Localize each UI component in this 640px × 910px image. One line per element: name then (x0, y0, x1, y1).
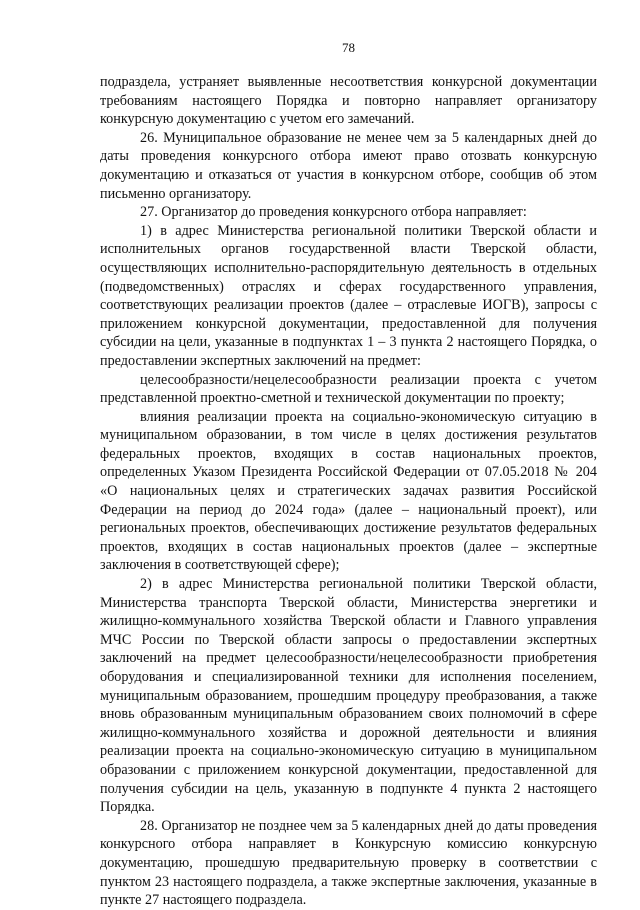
page-number: 78 (342, 40, 355, 55)
document-page (100, 40, 597, 910)
paragraph-item-27: 27. Организатор до проведения конкурсного отбора направляет: (140, 204, 527, 221)
paragraph-item-28: 28. Организатор не позднее чем за 5 календарных дней до даты проведения конкурсного отбора направляет в Конкурсную комиссию конкурсную документацию, прошедшую предварительную проверку в соответствии с пунктом 23 настоящего подраздела, а также экспертные заключения, указанные в пункте 27 настоящего подраздела. (100, 817, 597, 909)
paragraph: подраздела, устраняет выявленные несоответствия конкурсной документации требованиям настоящего Порядка и повторно направляет организатору конкурсную документацию с учетом его замечаний. (100, 74, 597, 128)
paragraph: целесообразности/нецелесообразности реализации проекта с учетом представленной проектно-сметной и технической документации по проекту; (100, 371, 597, 407)
body-text (100, 73, 597, 910)
paragraph-subitem-2: 2) в адрес Министерства региональной политики Тверской области, Министерства транспорта Тверской области, Министерства энергетики и жилищно-коммунального хозяйства Тверской области и Главного управления МЧС России по Тверской области запросы о предоставлении экспертных заключений на предмет целесообразности/нецелесообразности приобретения оборудования и специализированной техники для исполнения поселением, муниципальным образованием, прошедшим процедуру преобразования, а также вновь образованным муниципальным образованием своих полномочий в сфере жилищно-коммунального хозяйства и дорожной деятельности и влияния реализации проекта на социально-экономическую ситуацию в муниципальном образовании с приложением конкурсной документации, предоставленной для получения субсидии на цель, указанную в подпункте 4 пункта 2 настоящего Порядка. (100, 576, 597, 816)
paragraph: влияния реализации проекта на социально-экономическую ситуацию в муниципальном образовании, в том числе в целях достижения результатов федеральных проектов, входящих в состав национальных проектов, определенных Указом Президента Российской Федерации от 07.05.2018 № 204 «О национальных целях и стратегических задачах развития Российской Федерации на период до 2024 года» (далее – национальный проект), или региональных проектов, обеспечивающих достижение результатов федеральных проектов, входящих в состав национальных проектов (далее – экспертные заключения в соответствующей сфере); (100, 408, 597, 574)
paragraph-item-26: 26. Муниципальное образование не менее чем за 5 календарных дней до даты проведения конкурсного отбора имеют право отозвать конкурсную документацию и отказаться от участия в конкурсном отборе, сообщив об этом письменно организатору. (100, 129, 597, 202)
paragraph-subitem-1: 1) в адрес Министерства региональной политики Тверской области и исполнительных органов государственной власти Тверской области, осуществляющих исполнительно-распорядительную деятельность в отдельных (подведомственных) отраслях и сферах государственного управления, соответствующих реализации проектов (далее – отраслевые ИОГВ), запросы с приложением конкурсной документации, предоставленной для получения субсидии на цели, указанные в подпунктах 1 – 3 пункта 2 настоящего Порядка, о предоставлении экспертных заключений на предмет: (100, 222, 597, 369)
